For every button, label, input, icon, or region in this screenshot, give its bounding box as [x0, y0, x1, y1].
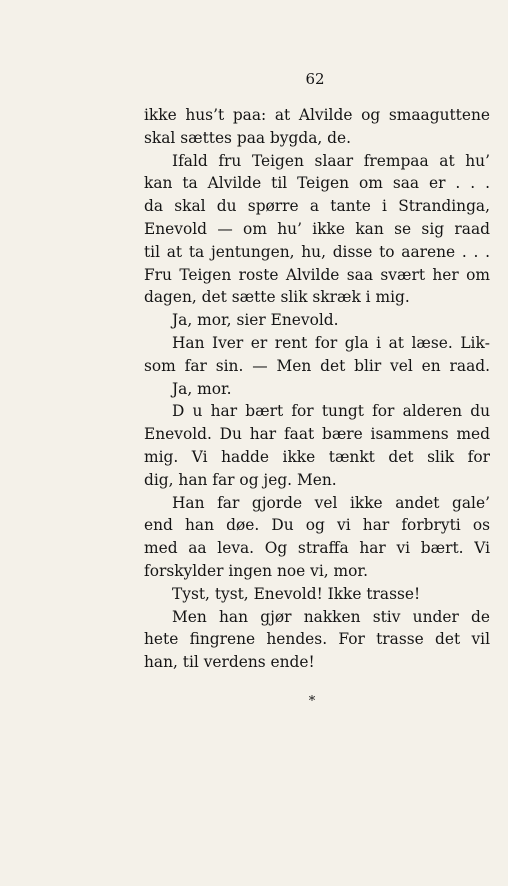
text-line: forskylder ingen noe vi, mor.: [144, 561, 368, 580]
section-break-asterisk: *: [308, 694, 316, 709]
text-line: D u har bært for tungt for alderen du: [172, 402, 490, 421]
text-line: Han Iver er rent for gla i at læse. Lik‑: [172, 333, 490, 352]
text-line: mig. Vi hadde ikke tænkt det slik for: [144, 447, 490, 466]
body-text: [144, 104, 490, 674]
text-line: Enevold. Du har faat bære isammens med: [144, 425, 490, 444]
text-line: Tyst, tyst, Enevold! Ikke trasse!: [172, 584, 421, 603]
text-line: Men han gjør nakken stiv under de: [172, 607, 490, 626]
text-line: Han far gjorde vel ikke andet gale’: [172, 493, 490, 512]
text-line: Ifald fru Teigen slaar frempaa at hu’: [172, 151, 490, 170]
text-line: som far sin. — Men det blir vel en raad.: [144, 356, 490, 375]
text-line: med aa leva. Og straffa har vi bært. Vi: [144, 539, 490, 558]
text-line: Ja, mor.: [172, 379, 232, 398]
text-line: Ja, mor, sier Enevold.: [172, 311, 339, 330]
text-line: skal sættes paa bygda, de.: [144, 128, 352, 147]
text-line: han, til verdens ende!: [144, 653, 315, 672]
text-line: kan ta Alvilde til Teigen om saa er . . .: [144, 174, 490, 193]
text-line: da skal du spørre a tante i Strandinga,: [144, 197, 490, 216]
text-line: Fru Teigen roste Alvilde saa svært her om: [144, 265, 490, 284]
text-line: til at ta jentungen, hu, disse to aarene . . .: [144, 242, 490, 261]
text-line: dig, han far og jeg. Men.: [144, 470, 337, 489]
text-line: end han døe. Du og vi har forbryti os: [144, 516, 490, 535]
text-line: dagen, det sætte slik skræk i mig.: [144, 288, 410, 307]
text-line: hete fingrene hendes. For trasse det vil: [144, 630, 490, 649]
page-number: 62: [305, 70, 325, 88]
text-line: ikke hus’t paa: at Alvilde og smaaguttene: [144, 106, 490, 124]
text-line: Enevold — om hu’ ikke kan se sig raad: [144, 219, 490, 238]
